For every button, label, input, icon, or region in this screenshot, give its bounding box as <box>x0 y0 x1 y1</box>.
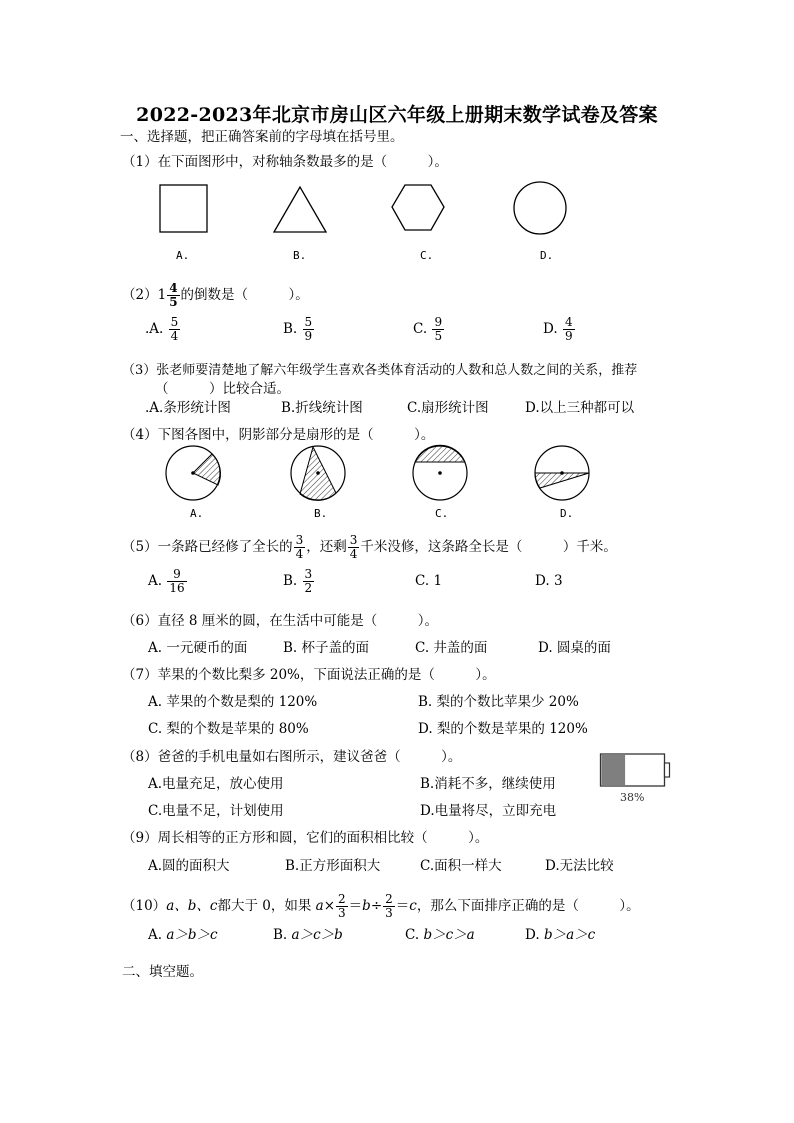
circle-a <box>166 446 220 500</box>
circle-d <box>535 446 589 500</box>
q9-option-a: A.圆的面积大 <box>148 858 230 874</box>
q7-option-d: D. 梨的个数是苹果的 120% <box>418 721 588 737</box>
q5-stem: （5）一条路已经修了全长的 $\frac{3}{4}$ ，还剩 $\frac{3}{4}$ 千米没修，这条路全长是（ ）千米。 <box>122 533 617 561</box>
q2-option-b: B. $\frac{5}{9}$ <box>283 315 313 343</box>
q9-stem: （9）周长相等的正方形和圆，它们的面积相比较（ ）。 <box>122 830 489 846</box>
q8-option-c: C.电量不足，计划使用 <box>148 803 284 819</box>
q3-option-d: D.以上三种都可以 <box>525 400 635 416</box>
q6-option-c: C. 井盖的面 <box>415 640 488 656</box>
q2-option-a: .A. $\frac{5}{4}$ <box>145 315 179 343</box>
section-1-heading: 一、选择题，把正确答案前的字母填在括号里。 <box>120 129 404 145</box>
q5-option-d: D. 3 <box>535 573 563 589</box>
q8-option-a: A.电量充足，放心使用 <box>148 776 284 792</box>
q2-option-c: C. $\frac{9}{5}$ <box>413 315 443 343</box>
q8-option-d: D.电量将尽，立即充电 <box>420 803 557 819</box>
q4-circles <box>0 0 794 510</box>
q2-stem: （2）1 $\frac{4}{5}$ 的倒数是（ ）。 <box>122 281 309 309</box>
q4-stem: （4）下图各图中，阴影部分是扇形的是（ ）。 <box>122 427 435 443</box>
q1-stem: （1）在下面图形中，对称轴条数最多的是（ ）。 <box>122 154 448 170</box>
q10-option-a: A. a＞b＞c <box>148 927 218 943</box>
q7-option-b: B. 梨的个数比苹果少 20% <box>418 694 579 710</box>
q8-option-b: B.消耗不多，继续使用 <box>420 776 556 792</box>
q6-option-a: A. 一元硬币的面 <box>148 640 248 656</box>
q10-option-b: B. a＞c＞b <box>273 927 343 943</box>
q10-option-d: D. b＞a＞c <box>525 927 596 943</box>
q8-stem: （8）爸爸的手机电量如右图所示，建议爸爸（ ）。 <box>122 749 462 765</box>
section-2-heading: 二、填空题。 <box>122 964 203 980</box>
battery-label: 38% <box>620 791 645 804</box>
q4-label-b: B. <box>314 507 328 520</box>
q6-option-b: B. 杯子盖的面 <box>283 640 370 656</box>
q7-option-a: A. 苹果的个数是梨的 120% <box>148 694 318 710</box>
circle-c <box>413 445 467 500</box>
q6-option-d: D. 圆桌的面 <box>538 640 611 656</box>
q10-option-c: C. b＞c＞a <box>405 927 475 943</box>
q1-label-d: D. <box>540 249 554 262</box>
q5-option-b: B. $\frac{3}{2}$ <box>283 567 313 595</box>
q4-label-d: D. <box>560 507 574 520</box>
q3-stem-line2: （ ）比较合适。 <box>155 381 290 397</box>
circle-b <box>291 446 345 500</box>
q4-label-a: A. <box>190 507 204 520</box>
q1-label-c: C. <box>420 249 434 262</box>
q9-option-c: C.面积一样大 <box>420 858 502 874</box>
battery-icon <box>600 752 680 792</box>
q1-label-b: B. <box>293 249 307 262</box>
q4-label-c: C. <box>435 507 449 520</box>
q10-stem: （10）a、b、c都大于 0，如果 a× $\frac{2}{3}$ ＝b÷ $\frac{2}{3}$ ＝c，那么下面排序正确的是（ ）。 <box>122 892 640 920</box>
q5-option-a: A. $\frac{9}{16}$ <box>148 567 185 595</box>
battery-fill <box>602 755 626 785</box>
q3-option-c: C.扇形统计图 <box>407 400 489 416</box>
q1-label-a: A. <box>176 249 190 262</box>
q7-option-c: C. 梨的个数是苹果的 80% <box>148 721 309 737</box>
q6-stem: （6）直径 8 厘米的圆，在生活中可能是（ ）。 <box>122 613 439 629</box>
q3-option-a: .A.条形统计图 <box>145 400 231 416</box>
q7-stem: （7）苹果的个数比梨多 20%，下面说法正确的是（ ）。 <box>122 667 496 683</box>
q3-option-b: B.折线统计图 <box>281 400 363 416</box>
q5-option-c: C. 1 <box>415 573 443 589</box>
q9-option-d: D.无法比较 <box>545 858 614 874</box>
page-title: 2022-2023年北京市房山区六年级上册期末数学试卷及答案 <box>136 104 658 126</box>
q2-option-d: D. $\frac{4}{9}$ <box>543 315 573 343</box>
q9-option-b: B.正方形面积大 <box>285 858 381 874</box>
q3-stem-line1: （3）张老师要清楚地了解六年级学生喜欢各类体育活动的人数和总人数之间的关系，推荐 <box>122 363 638 378</box>
